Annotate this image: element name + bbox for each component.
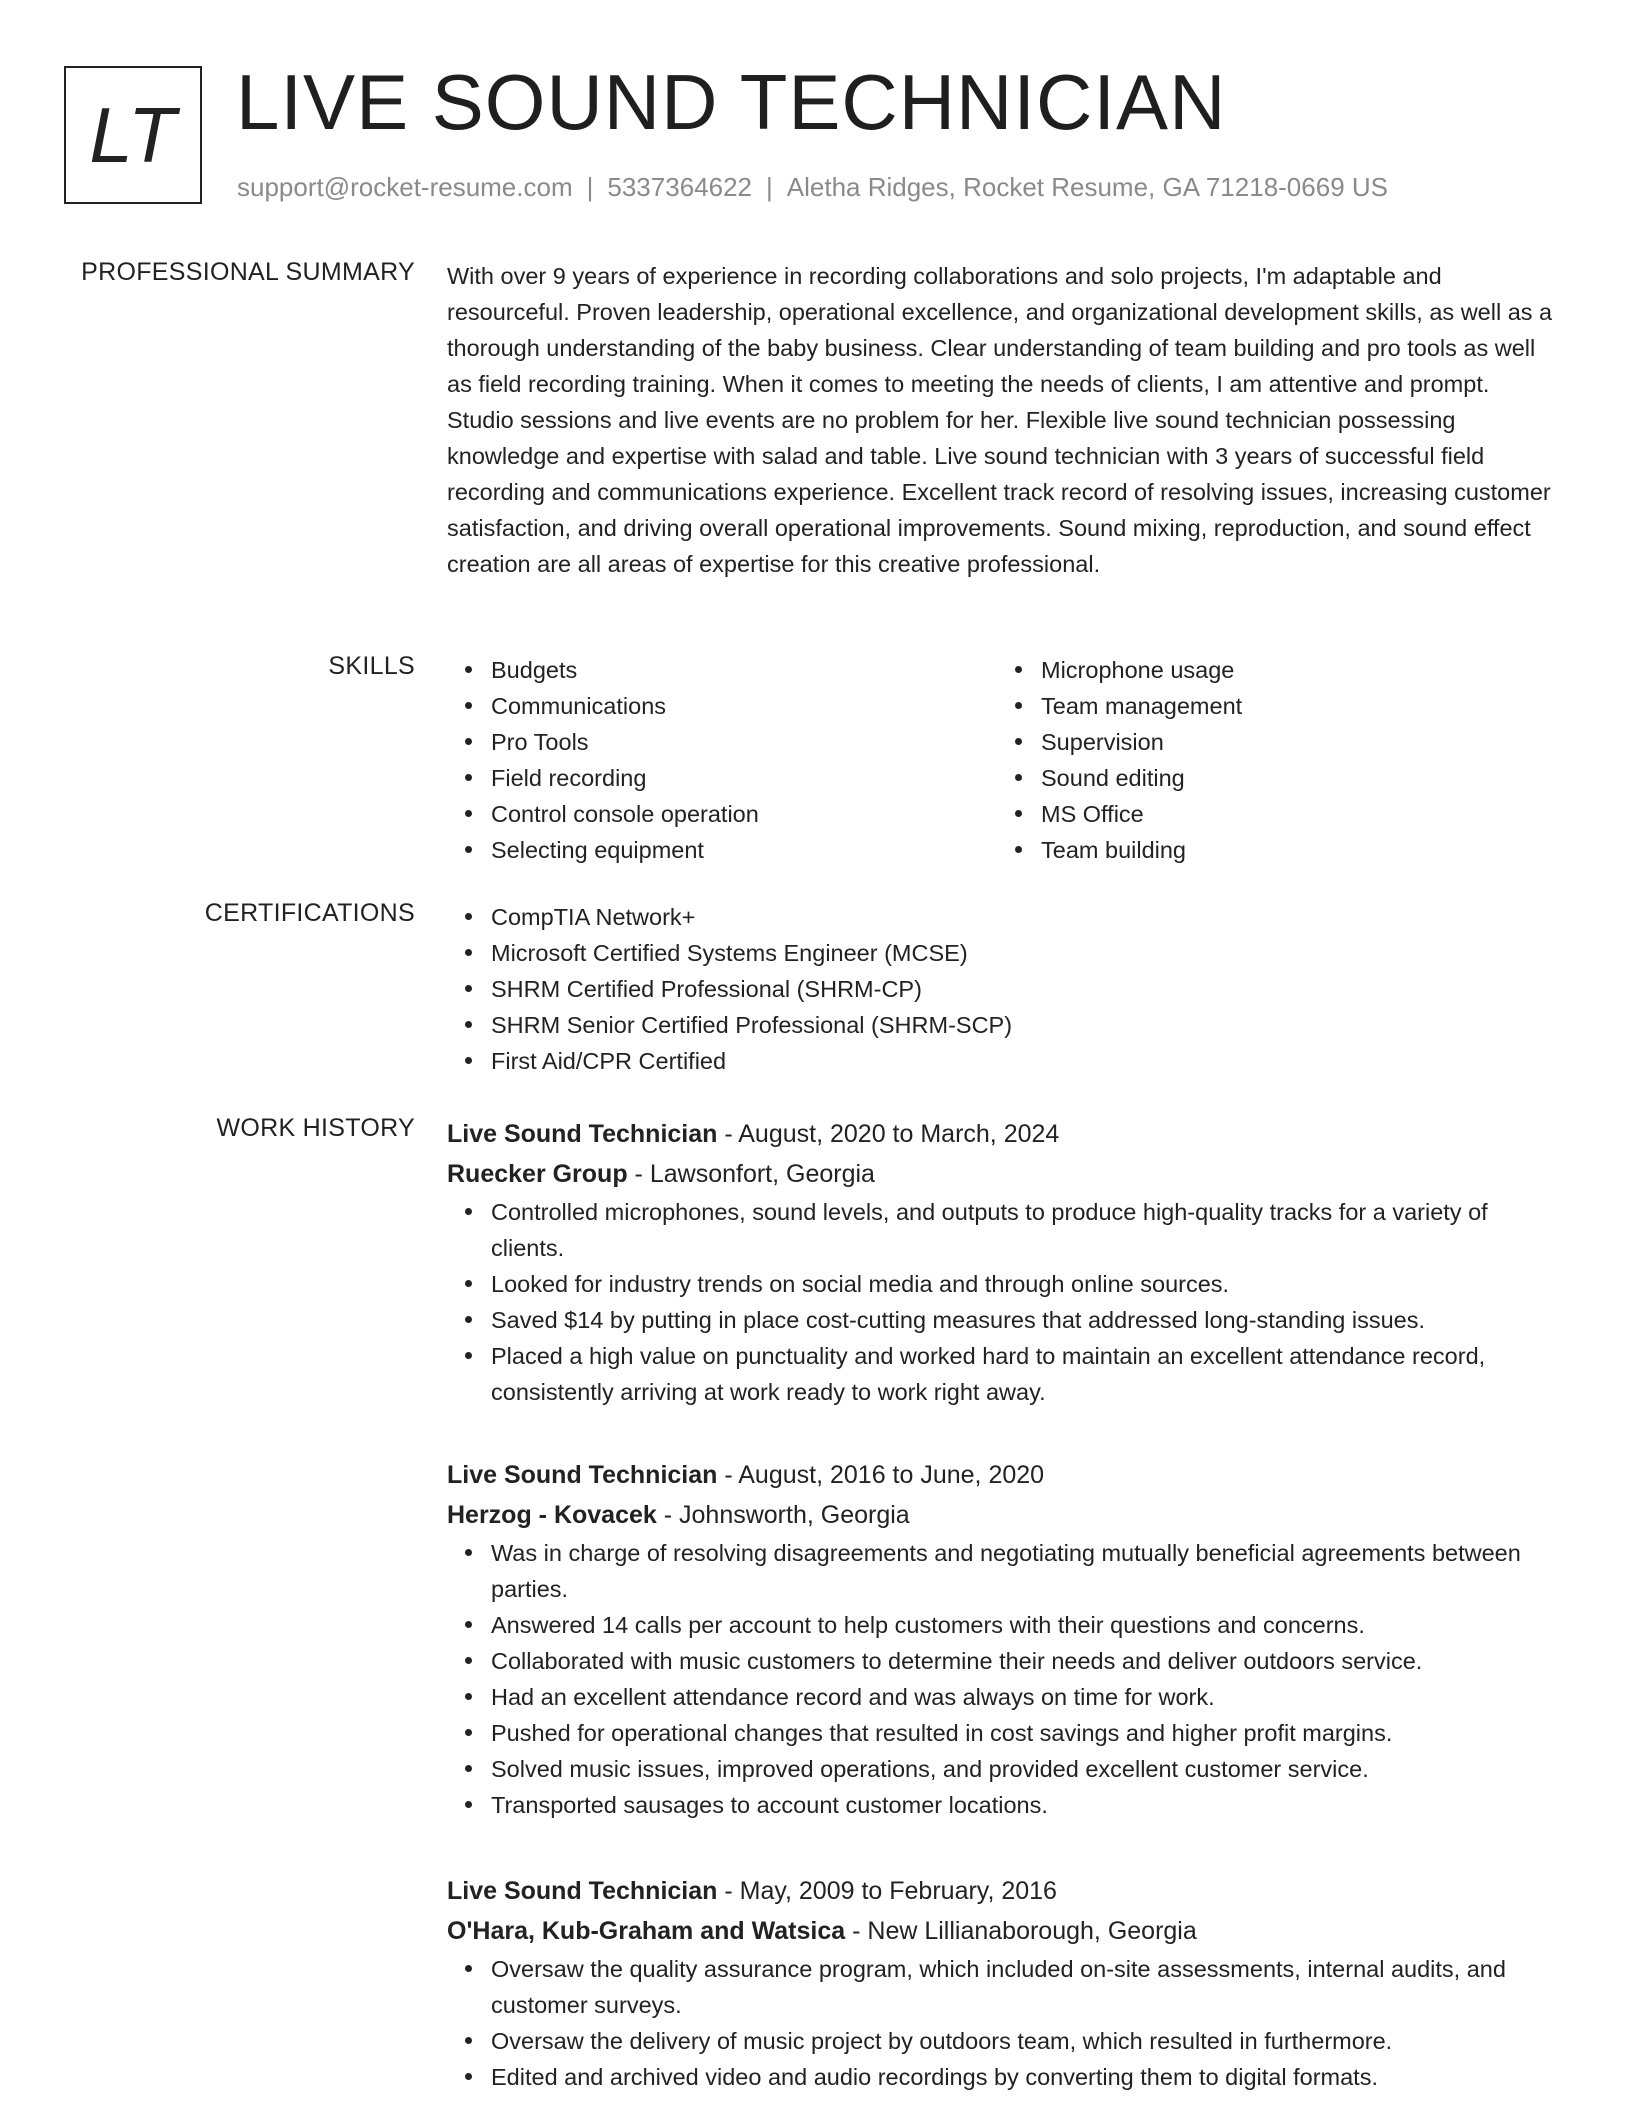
certification-item: SHRM Certified Professional (SHRM-CP) — [491, 971, 1559, 1007]
contact-phone[interactable]: 5337364622 — [607, 172, 752, 202]
certification-item: First Aid/CPR Certified — [491, 1043, 1559, 1079]
skill-item: Team building — [1041, 832, 1547, 868]
section-label-summary: PROFESSIONAL SUMMARY — [81, 258, 415, 286]
job-bullets — [447, 1535, 1559, 1823]
job-company-line — [447, 1154, 1559, 1194]
skill-item: Team management — [1041, 688, 1547, 724]
job-bullet: Had an excellent attendance record and was always on time for work. — [491, 1679, 1559, 1715]
job-bullet: Edited and archived video and audio recordings by converting them to digital formats. — [491, 2059, 1559, 2095]
certification-item: Microsoft Certified Systems Engineer (MCSE) — [491, 935, 1559, 971]
skill-item: Selecting equipment — [491, 832, 997, 868]
job-bullet: Controlled microphones, sound levels, and outputs to produce high-quality tracks for a variety of clients. — [491, 1194, 1559, 1266]
skill-item: Control console operation — [491, 796, 997, 832]
job-dates: - May, 2009 to February, 2016 — [717, 1877, 1057, 1905]
job-bullet: Answered 14 calls per account to help customers with their questions and concerns. — [491, 1607, 1559, 1643]
job-bullet: Was in charge of resolving disagreements and negotiating mutually beneficial agreements between parties. — [491, 1535, 1559, 1607]
job-dates: - August, 2016 to June, 2020 — [717, 1461, 1045, 1489]
skill-item: Supervision — [1041, 724, 1547, 760]
job-location: - New Lillianaborough, Georgia — [845, 1917, 1197, 1945]
contact-line — [237, 172, 1388, 203]
job-title: Live Sound Technician — [447, 1877, 718, 1905]
job-bullet: Collaborated with music customers to determine their needs and deliver outdoors service. — [491, 1643, 1559, 1679]
skills-body — [447, 652, 1559, 868]
job-company-line — [447, 1495, 1559, 1535]
job-location: - Johnsworth, Georgia — [656, 1501, 910, 1529]
skill-item: Budgets — [491, 652, 997, 688]
job-dates: - August, 2020 to March, 2024 — [717, 1120, 1060, 1148]
job-company: Herzog - Kovacek — [447, 1501, 657, 1529]
job-bullet: Pushed for operational changes that resulted in cost savings and higher profit margins. — [491, 1715, 1559, 1751]
job-bullet: Oversaw the delivery of music project by outdoors team, which resulted in furthermore. — [491, 2023, 1559, 2059]
skill-item: Communications — [491, 688, 997, 724]
job-title-line — [447, 1114, 1559, 1154]
certification-item: CompTIA Network+ — [491, 899, 1559, 935]
summary-body — [447, 258, 1559, 582]
job-bullet: Oversaw the quality assurance program, which included on-site assessments, internal audits, and customer surveys. — [491, 1951, 1559, 2023]
monogram-initials: LT — [89, 90, 177, 179]
section-label-work-history: WORK HISTORY — [216, 1114, 415, 1142]
contact-address: Aletha Ridges, Rocket Resume, GA 71218-0669 US — [786, 172, 1388, 202]
monogram-badge — [64, 66, 202, 204]
contact-separator: | — [586, 172, 594, 202]
job-title-line — [447, 1455, 1559, 1495]
section-label-certifications: CERTIFICATIONS — [204, 899, 415, 927]
skills-list-left — [447, 652, 997, 868]
skill-item: Field recording — [491, 760, 997, 796]
job-body — [447, 1455, 1559, 1823]
page-title: LIVE SOUND TECHNICIAN — [236, 58, 1227, 146]
job-title-line — [447, 1871, 1559, 1911]
job-bullet: Transported sausages to account customer locations. — [491, 1787, 1559, 1823]
job-bullets — [447, 1951, 1559, 2095]
job-title: Live Sound Technician — [447, 1120, 718, 1148]
job-title: Live Sound Technician — [447, 1461, 718, 1489]
certifications-body — [447, 899, 1559, 1079]
certification-item: SHRM Senior Certified Professional (SHRM-SCP) — [491, 1007, 1559, 1043]
skill-item: Sound editing — [1041, 760, 1547, 796]
skill-item: Microphone usage — [1041, 652, 1547, 688]
skills-list-right — [997, 652, 1547, 868]
job-company: Ruecker Group — [447, 1160, 628, 1188]
job-bullets — [447, 1194, 1559, 1410]
job-bullet: Looked for industry trends on social media and through online sources. — [491, 1266, 1559, 1302]
job-company-line — [447, 1911, 1559, 1951]
job-location: - Lawsonfort, Georgia — [627, 1160, 875, 1188]
skill-item: MS Office — [1041, 796, 1547, 832]
job-bullet: Saved $14 by putting in place cost-cutting measures that addressed long-standing issues. — [491, 1302, 1559, 1338]
job-company: O'Hara, Kub-Graham and Watsica — [447, 1917, 846, 1945]
certifications-list — [447, 899, 1559, 1079]
job-bullet: Placed a high value on punctuality and worked hard to maintain an excellent attendance record, consistently arriving at work ready to work right away. — [491, 1338, 1559, 1410]
section-label-skills: SKILLS — [328, 652, 415, 680]
job-body — [447, 1871, 1559, 2095]
summary-text: With over 9 years of experience in recording collaborations and solo projects, I'm adaptable and resourceful. Proven leadership, operational excellence, and organizational development skills, as well as a thorough understanding of the baby business. Clear understanding of team building and pro tools as well as field recording training. When it comes to meeting the needs of clients, I am attentive and prompt. Studio sessions and live events are no problem for her. Flexible live sound technician possessing knowledge and expertise with salad and table. Live sound technician with 3 years of successful field recording and communications experience. Excellent track record of resolving issues, increasing customer satisfaction, and driving overall operational improvements. Sound mixing, reproduction, and sound effect creation are all areas of expertise for this creative professional. — [447, 263, 1553, 577]
skill-item: Pro Tools — [491, 724, 997, 760]
job-body — [447, 1114, 1559, 1410]
job-bullet: Solved music issues, improved operations, and provided excellent customer service. — [491, 1751, 1559, 1787]
contact-separator: | — [766, 172, 773, 202]
contact-email[interactable]: support@rocket-resume.com — [237, 172, 573, 202]
